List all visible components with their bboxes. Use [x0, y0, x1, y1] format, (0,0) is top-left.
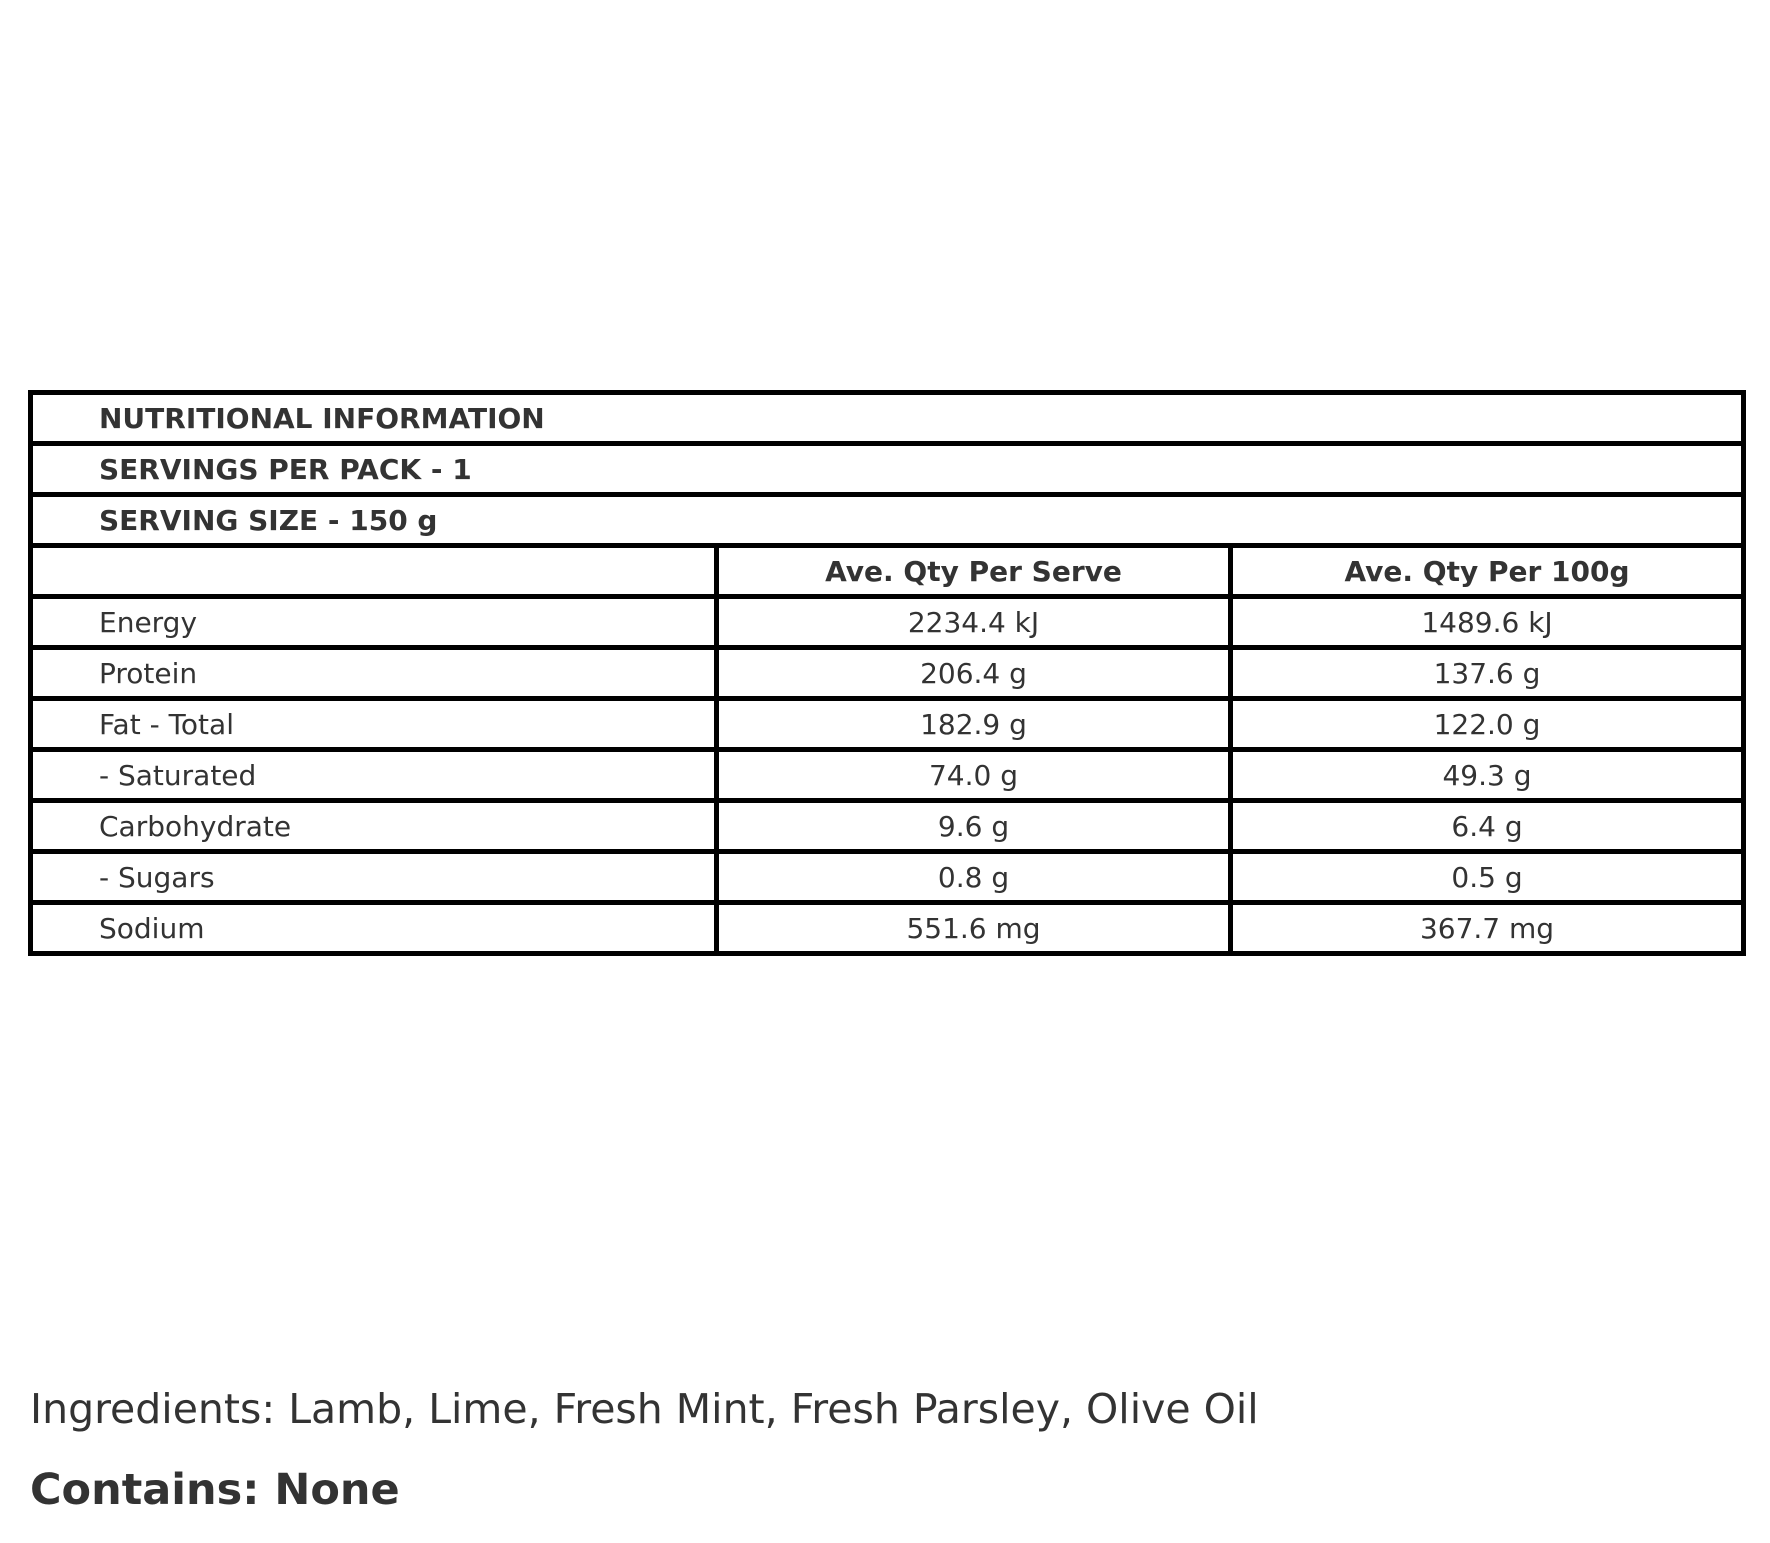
per-100g-value: 6.4 g: [1231, 801, 1744, 852]
per-100g-value: 1489.6 kJ: [1231, 597, 1744, 648]
per-100g-value: 49.3 g: [1231, 750, 1744, 801]
table-row: [31, 699, 1744, 750]
per-100g-value: 0.5 g: [1231, 852, 1744, 903]
column-header-per-serve: Ave. Qty Per Serve: [717, 546, 1231, 597]
table-title: NUTRITIONAL INFORMATION: [31, 393, 1744, 444]
per-serve-value: 206.4 g: [717, 648, 1231, 699]
table-row: [31, 597, 1744, 648]
nutrient-label: Protein: [31, 648, 717, 699]
per-serve-value: 2234.4 kJ: [717, 597, 1231, 648]
per-serve-value: 551.6 mg: [717, 903, 1231, 954]
column-header-nutrient: [31, 546, 717, 597]
nutrient-label: - Sugars: [31, 852, 717, 903]
column-header-per-100g: Ave. Qty Per 100g: [1231, 546, 1744, 597]
table-title-row: [31, 393, 1744, 444]
per-serve-value: 74.0 g: [717, 750, 1231, 801]
per-serve-value: 9.6 g: [717, 801, 1231, 852]
table-row: [31, 903, 1744, 954]
per-serve-value: 0.8 g: [717, 852, 1231, 903]
nutrient-label: Carbohydrate: [31, 801, 717, 852]
servings-per-pack: SERVINGS PER PACK - 1: [31, 444, 1744, 495]
nutrition-information-table: [28, 390, 1746, 956]
nutrient-label: Energy: [31, 597, 717, 648]
serving-size-row: [31, 495, 1744, 546]
allergen-contains-text: Contains: None: [30, 1465, 400, 1515]
per-100g-value: 137.6 g: [1231, 648, 1744, 699]
nutrient-label: Fat - Total: [31, 699, 717, 750]
column-header-row: [31, 546, 1744, 597]
per-100g-value: 122.0 g: [1231, 699, 1744, 750]
table-row: [31, 801, 1744, 852]
per-serve-value: 182.9 g: [717, 699, 1231, 750]
nutrient-label: Sodium: [31, 903, 717, 954]
ingredients-text: Ingredients: Lamb, Lime, Fresh Mint, Fresh Parsley, Olive Oil: [30, 1385, 1259, 1433]
serving-size: SERVING SIZE - 150 g: [31, 495, 1744, 546]
table-row: [31, 750, 1744, 801]
table-row: [31, 648, 1744, 699]
nutrient-label: - Saturated: [31, 750, 717, 801]
servings-per-pack-row: [31, 444, 1744, 495]
table-row: [31, 852, 1744, 903]
per-100g-value: 367.7 mg: [1231, 903, 1744, 954]
